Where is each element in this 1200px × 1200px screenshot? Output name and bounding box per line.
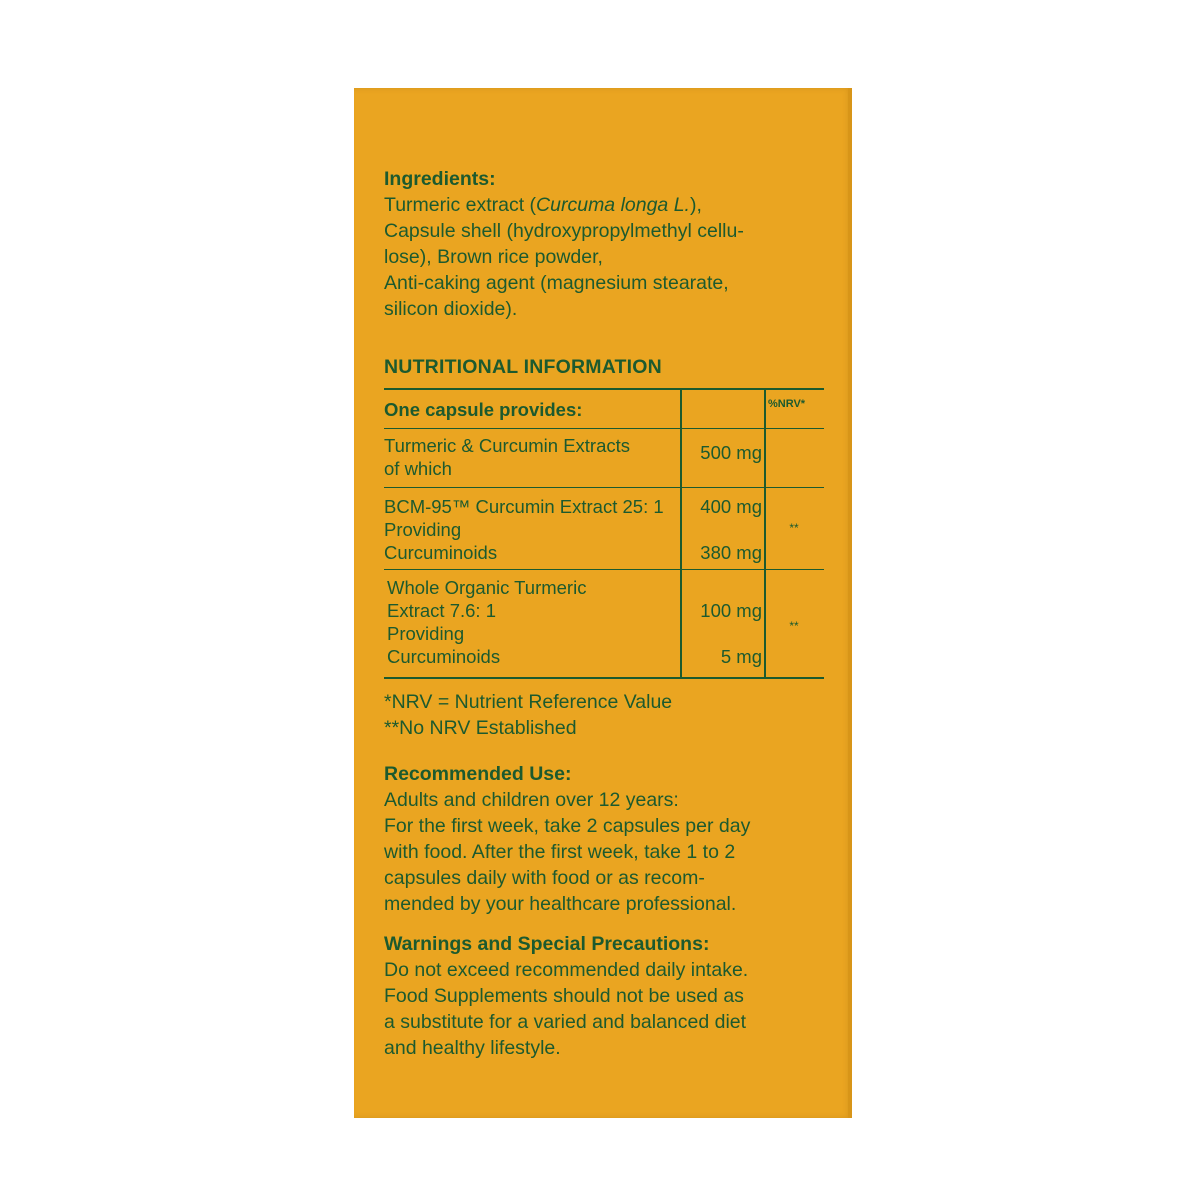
table-divider — [764, 570, 766, 677]
ingredients-line-1-prefix: Turmeric extract ( — [384, 194, 537, 216]
ingredients-section — [384, 166, 824, 322]
recommended-use-line: For the first week, take 2 capsules per day — [384, 815, 751, 837]
product-box-edge — [848, 88, 852, 1118]
nutrition-row — [384, 429, 824, 488]
ingredients-line-2: Capsule shell (hydroxypropylmethyl cellu- — [384, 220, 744, 242]
warnings-line: and healthy lifestyle. — [384, 1037, 561, 1059]
table-divider — [680, 390, 682, 428]
label-content — [384, 166, 824, 1061]
recommended-use-line: with food. After the first week, take 1 to 2 — [384, 841, 736, 863]
recommended-use-line: capsules daily with food or as recom- — [384, 867, 705, 889]
footnote-nrv: *NRV = Nutrient Reference Value — [384, 691, 673, 713]
label-line: Turmeric & Curcumin Extracts — [384, 435, 631, 456]
table-divider — [680, 488, 682, 569]
nutrition-header-label: One capsule provides: — [384, 399, 583, 420]
nutrition-row-amount: 400 mg — [700, 496, 762, 517]
label-line: Extract 7.6: 1 — [387, 600, 496, 621]
ingredients-line-4: Anti-caking agent (magnesium stearate, — [384, 272, 729, 294]
label-line: BCM-95™ Curcumin Extract 25: 1 — [384, 496, 664, 517]
nrv-stars: ** — [789, 521, 799, 535]
nutrition-table — [384, 388, 824, 679]
warnings-line: Food Supplements should not be used as — [384, 985, 744, 1007]
ingredients-line-5: silicon dioxide). — [384, 298, 518, 320]
nutrition-row-amount-secondary: 380 mg — [700, 542, 762, 563]
nutrition-header-row — [384, 390, 824, 429]
label-line: Providing — [387, 623, 465, 644]
nrv-stars: ** — [789, 619, 799, 633]
ingredients-latin-name: Curcuma longa L. — [536, 194, 690, 216]
footnote-no-nrv: **No NRV Established — [384, 717, 577, 739]
table-divider — [764, 488, 766, 569]
warnings-section — [384, 931, 824, 1061]
ingredients-line-1-suffix: ), — [689, 194, 702, 216]
nutrition-header-nrv: %NRV* — [768, 398, 806, 410]
table-divider — [680, 429, 682, 487]
nutrition-row-label — [384, 434, 680, 480]
label-line: Whole Organic Turmeric — [387, 577, 587, 598]
warnings-line: Do not exceed recommended daily intake. — [384, 959, 749, 981]
warnings-line: a substitute for a varied and balanced diet — [384, 1011, 747, 1033]
nutrition-row-amount-secondary: 5 mg — [720, 646, 762, 667]
ingredients-line-1 — [384, 192, 824, 218]
nutrition-row-label — [384, 495, 680, 564]
nutrition-row-label — [387, 576, 683, 668]
nutrition-row-amount: 500 mg — [700, 442, 762, 463]
table-divider — [764, 429, 766, 487]
recommended-use-line: Adults and children over 12 years: — [384, 789, 679, 811]
label-line: Curcuminoids — [387, 646, 501, 667]
nutrition-row-amount: 100 mg — [700, 600, 762, 621]
table-divider — [764, 390, 766, 428]
recommended-use-title: Recommended Use: — [384, 763, 572, 785]
recommended-use-section — [384, 761, 824, 917]
nutrition-row — [384, 570, 824, 677]
label-line: of which — [384, 458, 452, 479]
ingredients-line-3: lose), Brown rice powder, — [384, 246, 603, 268]
label-line: Providing — [384, 519, 462, 540]
table-divider — [680, 570, 682, 677]
label-line: Curcuminoids — [384, 542, 498, 563]
ingredients-title: Ingredients: — [384, 168, 496, 190]
nutrition-row — [384, 488, 824, 570]
recommended-use-line: mended by your healthcare professional. — [384, 893, 737, 915]
nutrition-footnotes — [384, 689, 824, 741]
nutrition-title: NUTRITIONAL INFORMATION — [384, 356, 662, 378]
warnings-title: Warnings and Special Precautions: — [384, 933, 710, 955]
